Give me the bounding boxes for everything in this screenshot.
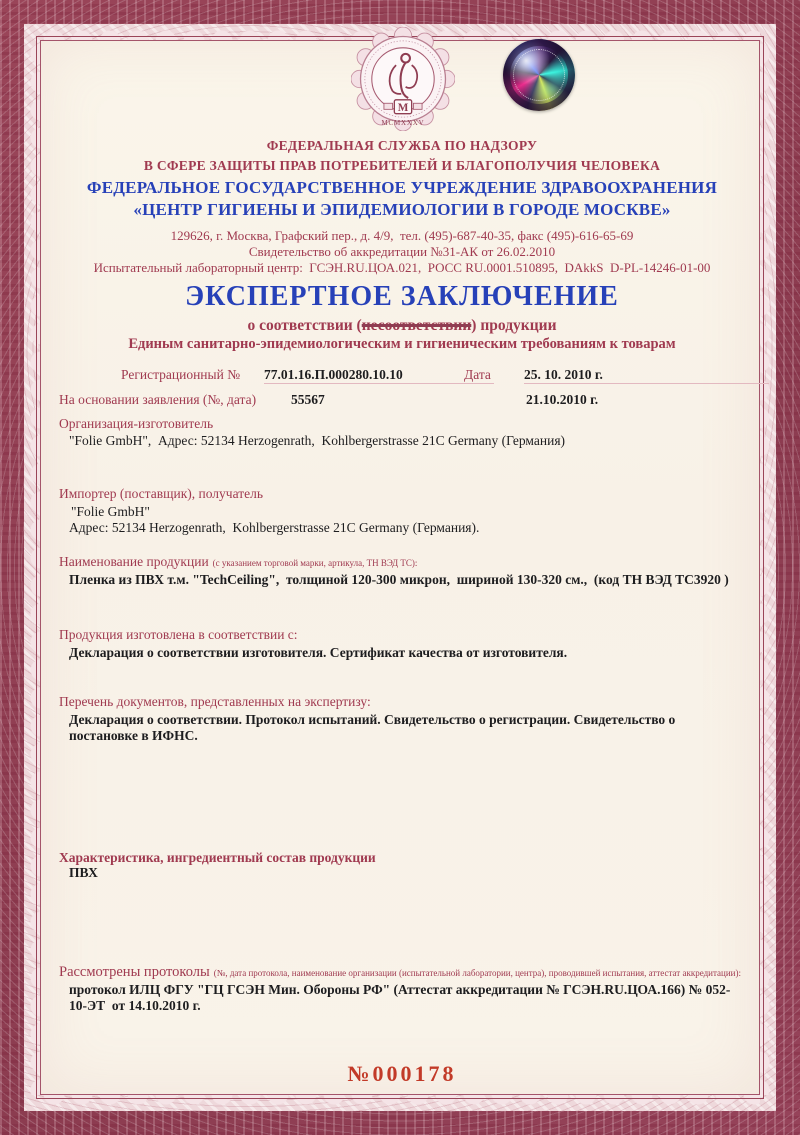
blank-number: №000178 — [347, 1061, 457, 1086]
application-number: 55567 — [291, 392, 325, 407]
date-label: Дата — [464, 367, 491, 382]
scallop-edge-bottom — [40, 1094, 760, 1110]
scallop-edge-left — [25, 40, 41, 1095]
importer-label: Импортер (поставщик), получатель — [59, 486, 264, 501]
protocols-value: протокол ИЛЦ ФГУ "ГЦ ГСЭН Мин. Обороны РФ" (Аттестат аккредитации № ГСЭН.RU.ЦОА.166) № 052-10-ЭТ от 14.10.2010 г. — [69, 982, 731, 1013]
document-title: ЭКСПЕРТНОЕ ЗАКЛЮЧЕНИЕ — [185, 281, 619, 312]
org-name-line1: ФЕДЕРАЛЬНОЕ ГОСУДАРСТВЕННОЕ УЧРЕЖДЕНИЕ ЗДРАВООХРАНЕНИЯ — [86, 178, 718, 197]
seal-year: MCMXXXV — [381, 119, 425, 127]
product-label-note: (с указанием торговой марки, артикула, ТН ВЭД ТС): — [212, 558, 418, 568]
scallop-edge-right — [759, 40, 775, 1095]
application-date: 21.10.2010 г. — [526, 392, 599, 407]
application-row — [59, 392, 745, 412]
service-name-line1: ФЕДЕРАЛЬНАЯ СЛУЖБА ПО НАДЗОРУ — [266, 138, 538, 153]
characteristics-label: Характеристика, ингредиентный состав продукции — [59, 850, 376, 865]
manufacturer-label: Организация-изготовитель — [59, 416, 214, 431]
subtitle-prefix: о соответствии ( — [247, 317, 362, 334]
importer-name: "Folie GmbH" — [71, 504, 150, 519]
documents-label: Перечень документов, представленных на экспертизу: — [59, 694, 371, 709]
document-subtitle2: Единым санитарно-эпидемиологическим и гигиеническим требованиям к товарам — [128, 336, 676, 352]
made-according-value: Декларация о соответствии изготовителя. Сертификат качества от изготовителя. — [69, 645, 568, 660]
product-value: Пленка из ПВХ т.м. "TechCeiling", толщиной 120-300 микрон, шириной 130-320 см., (код ТН ВЭД ТС3920 ) — [69, 572, 729, 587]
made-according-label: Продукция изготовлена в соответствии с: — [59, 627, 298, 642]
product-label-row — [59, 553, 745, 571]
accreditation-line: Свидетельство об аккредитации №31-АК от 26.02.2010 — [248, 244, 556, 259]
protocols-label-row — [59, 963, 745, 981]
date-value: 25. 10. 2010 г. — [524, 367, 769, 384]
importer-address: Адрес: 52134 Herzogenrath, Kohlbergerstrasse 21C Germany (Германия). — [69, 520, 480, 535]
application-label: На основании заявления (№, дата) — [59, 392, 257, 407]
org-name-line2: «ЦЕНТР ГИГИЕНЫ И ЭПИДЕМИОЛОГИИ В ГОРОДЕ МОСКВЕ» — [133, 200, 671, 219]
subtitle-suffix: ) продукции — [471, 317, 557, 334]
documents-value: Декларация о соответствии. Протокол испытаний. Свидетельство о регистрации. Свидетельство о постановке в ИФНС. — [69, 712, 676, 743]
service-name-line2: В СФЕРЕ ЗАЩИТЫ ПРАВ ПОТРЕБИТЕЛЕЙ И БЛАГОПОЛУЧИЯ ЧЕЛОВЕКА — [143, 158, 661, 173]
rosette-seal-icon — [351, 27, 455, 131]
characteristics-value: ПВХ — [69, 865, 98, 880]
product-label: Наименование продукции — [59, 554, 209, 569]
registration-value: 77.01.16.П.000280.10.10 — [264, 367, 494, 384]
manufacturer-value: "Folie GmbH", Адрес: 52134 Herzogenrath, Kohlbergerstrasse 21C Germany (Германия) — [69, 433, 566, 448]
protocols-label: Рассмотрены протоколы — [59, 964, 210, 980]
hologram-sticker-icon — [503, 39, 575, 111]
registration-row — [59, 367, 745, 387]
printer-imprint: ©ЗАО Перв… … М… 2010 — [632, 1125, 766, 1134]
certificate-paper — [40, 40, 760, 1095]
lab-center-line: Испытательный лабораторный центр: ГСЭН.RU.ЦОА.021, РОСС RU.0001.510895, DAkkS D-PL-14246-01-00 — [93, 260, 711, 275]
protocols-label-note: (№, дата протокола, наименование организации (испытательной лаборатории, центра), проводившей испытания, аттестат аккредитации): — [213, 968, 741, 978]
subtitle-struck-word: несоответствии — [361, 317, 472, 334]
document-subtitle — [59, 317, 745, 335]
registration-label: Регистрационный № — [121, 367, 241, 382]
org-address: 129626, г. Москва, Графский пер., д. 4/9, тел. (495)-687-40-35, факс (495)-616-65-69 — [170, 228, 634, 243]
seal-monogram: M — [397, 102, 409, 115]
